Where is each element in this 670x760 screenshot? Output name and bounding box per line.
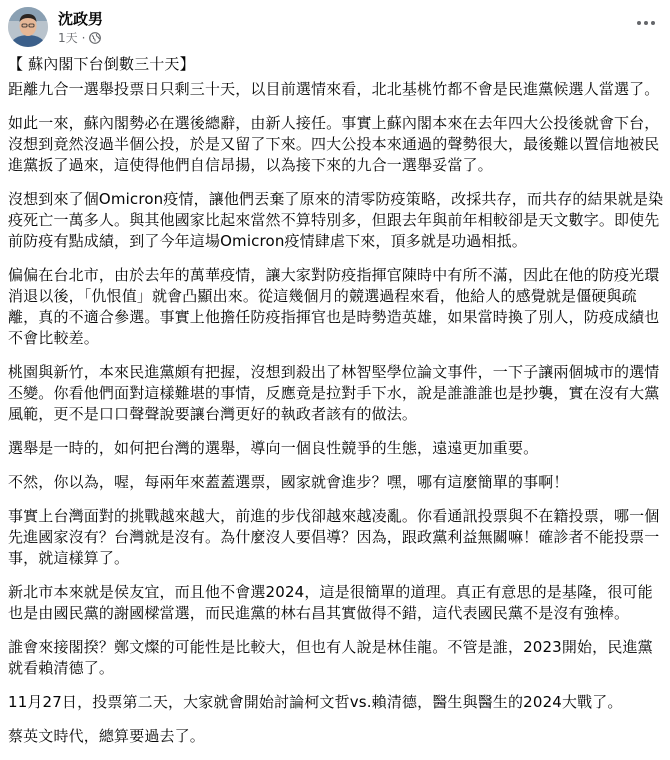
post-paragraph: 桃園與新竹，本來民進黨頗有把握，沒想到殺出了林智堅學位論文事件，一下子讓兩個城市的選情丕變。你看他們面對這樣難堪的事情，反應竟是拉對手下水，說是誰誰誰也是抄襲，實在沒有大黨風範，更不是口口聲聲說要讓台灣更好的執政者該有的做法。: [8, 363, 660, 423]
post-paragraph: 蔡英文時代，總算要過去了。: [8, 727, 205, 745]
post-paragraph: 不然，你以為，喔，每兩年來蓋蓋選票，國家就會進步？嘿，哪有這麼簡單的事啊！: [8, 473, 569, 491]
avatar-image: [8, 7, 48, 47]
post-header: [8, 7, 662, 47]
post-paragraph: 新北市本來就是侯友宜，而且他不會選2024，這是很簡單的道理。真正有意思的是基隆，很可能也是由國民黨的謝國樑當選，而民進黨的林右昌其實做得不錯，這代表國民黨不是沒有強棒。: [8, 583, 653, 622]
post-paragraph: 偏偏在台北市，由於去年的萬華疫情，讓大家對防疫指揮官陳時中有所不滿，因此在他的防疫光環消退以後，「仇恨值」就會凸顯出來。從這幾個月的競選過程來看，他給人的感覺就是僵硬與疏離，真的不適合參選。事實上他擔任防疫指揮官也是時勢造英雄，如果當時換了別人，防疫成績也不會比較差。: [8, 266, 660, 347]
meta-separator: ·: [81, 30, 86, 45]
more-options-icon[interactable]: [632, 13, 660, 33]
post-paragraph: 11月27日，投票第二天，大家就會開始討論柯文哲vs.賴清德，醫生與醫生的2024大戰了。: [8, 693, 623, 711]
post-paragraph: 事實上台灣面對的挑戰越來越大，前進的步伐卻越來越凌亂。你看通訊投票與不在籍投票，哪一個先進國家沒有？台灣就是沒有。為什麼沒人要倡導？因為，跟政黨利益無關嘛！確診者不能投票一事，就這樣算了。: [8, 507, 660, 567]
post-paragraph: 距離九合一選舉投票日只剩三十天，以目前選情來看，北北基桃竹都不會是民進黨候選人當選了。: [8, 80, 660, 98]
post-meta: [58, 29, 101, 46]
post-body: [8, 54, 664, 760]
post-title: 【 蘇內閣下台倒數三十天】: [8, 55, 195, 73]
author-name[interactable]: 沈政男: [58, 10, 104, 28]
post-timestamp[interactable]: 1天: [58, 31, 78, 45]
post-paragraph: 如此一來，蘇內閣勢必在選後總辭，由新人接任。事實上蘇內閣本來在去年四大公投後就會下台，沒想到竟然沒過半個公投，於是又留了下來。四大公投本來通過的聲勢很大，最後難以置信地被民進黨扳了過來，這使得他們自信昂揚，以為接下來的九合一選舉妥當了。: [8, 114, 660, 174]
globe-icon[interactable]: [89, 32, 101, 44]
post-paragraph: 選舉是一時的，如何把台灣的選舉，導向一個良性競爭的生態，遠遠更加重要。: [8, 439, 539, 457]
avatar[interactable]: [8, 7, 48, 47]
post-paragraph: 沒想到來了個Omicron疫情，讓他們丟棄了原來的清零防疫策略，改採共存，而共存的結果就是染疫死亡一萬多人。與其他國家比起來當然不算特別多，但跟去年與前年相較卻是天文數字。即使先前防疫有點成績，到了今年這場Omicron疫情肆虐下來，頂多就是功過相抵。: [8, 190, 664, 250]
post-paragraph: 誰會來接閣揆？鄭文燦的可能性是比較大，但也有人說是林佳龍。不管是誰，2023開始，民進黨就看賴清德了。: [8, 638, 653, 677]
